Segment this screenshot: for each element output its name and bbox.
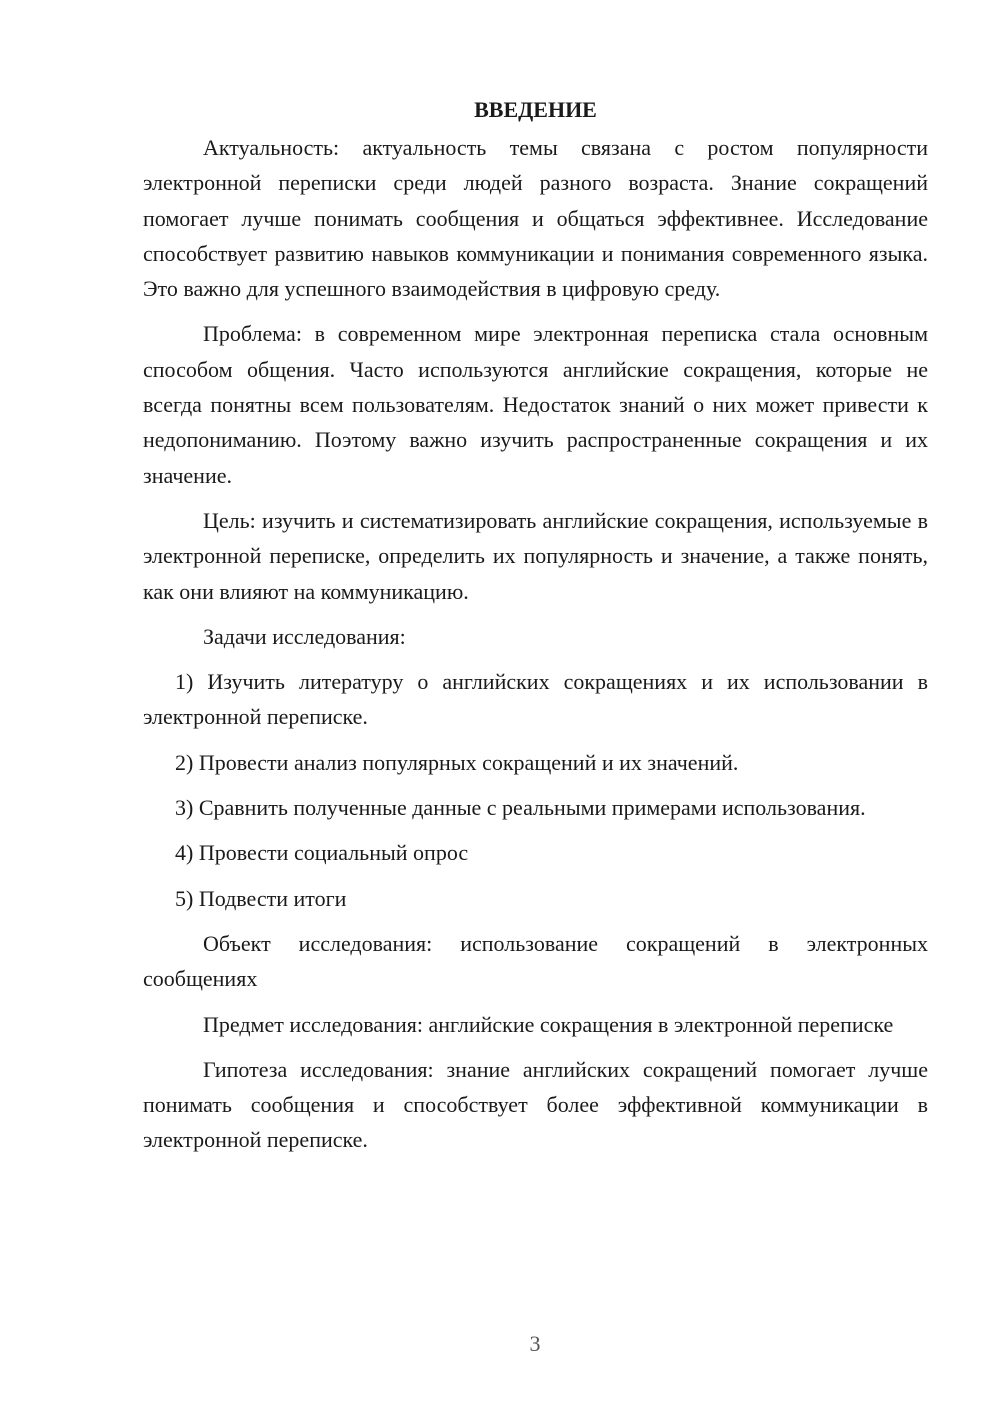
paragraph-tasks-heading: Задачи исследования: — [203, 623, 406, 649]
task-item-5: 5) Подвести итоги — [175, 885, 347, 911]
paragraph-object: Объект исследования: использование сокращений в электронных сообщениях — [143, 930, 928, 992]
page-title: ВВЕДЕНИЕ — [474, 97, 597, 122]
paragraph-subject: Предмет исследования: английские сокращения в электронной переписке — [203, 1011, 894, 1037]
task-item-1: 1) Изучить литературу о английских сокращениях и их использовании в электронной переписке. — [143, 669, 928, 730]
document-page — [143, 92, 928, 1158]
page-number: 3 — [529, 1331, 541, 1356]
task-item-2: 2) Провести анализ популярных сокращений и их значений. — [175, 749, 739, 775]
paragraph-goal: Цель: изучить и систематизировать английские сокращения, используемые в электронной переписке, определить их популярность и значение, а также понять, как они влияют на коммуникацию. — [143, 507, 928, 604]
paragraph-relevance: Актуальность: актуальность темы связана с ростом популярности электронной переписки среди людей разного возраста. Знание сокращений помогает лучше понимать сообщения и общаться эффективнее. Исследование способствует развитию навыков коммуникации и понимания современного языка. Это важно для успешного взаимодействия в цифровую среду. — [143, 135, 928, 302]
task-item-3: 3) Сравнить полученные данные с реальными примерами использования. — [175, 795, 866, 821]
paragraph-problem: Проблема: в современном мире электронная переписка стала основным способом общения. Часто используются английские сокращения, которые не всегда понятны всем пользователям. Недостаток знаний о них может привести к недопониманию. Поэтому важно изучить распространенные сокращения и их значение. — [143, 321, 928, 488]
task-item-4: 4) Провести социальный опрос — [175, 840, 469, 866]
paragraph-hypothesis: Гипотеза исследования: знание английских сокращений помогает лучше понимать сообщения и способствует более эффективной коммуникации в электронной переписке. — [143, 1056, 928, 1153]
